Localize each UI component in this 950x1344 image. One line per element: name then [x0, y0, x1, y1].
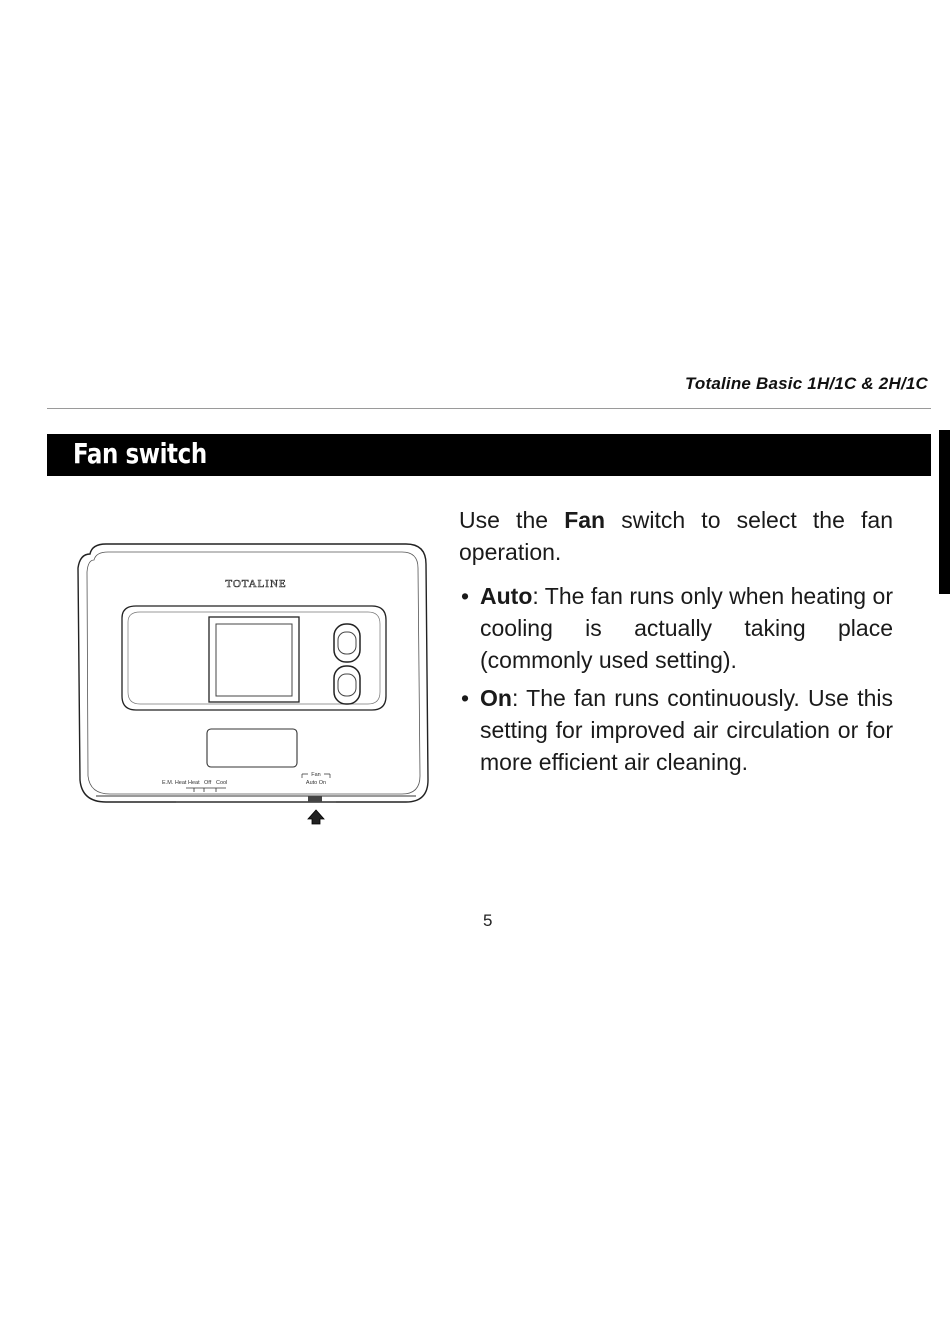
intro-bold-fan: Fan: [564, 507, 606, 533]
brand-logo: TOTALINE: [225, 578, 287, 590]
body-text: [459, 504, 893, 784]
display-panel: [122, 606, 386, 710]
intro-paragraph: [459, 504, 893, 568]
pointer-arrow-icon: [308, 810, 324, 824]
bullet-symbol: •: [461, 685, 470, 711]
system-switch-label-off: Off: [204, 780, 212, 786]
section-banner: [47, 434, 931, 476]
page-number: 5: [483, 911, 493, 930]
intro-text-start: Use the: [459, 507, 565, 533]
header-rule: [47, 408, 931, 409]
thermostat-illustration: [76, 540, 436, 840]
intro-text-end: switch to select the fan operation.: [459, 507, 893, 565]
fan-switch: [308, 796, 322, 802]
bullet-on: [459, 682, 893, 778]
section-title: Fan switch: [73, 437, 207, 470]
fan-switch-positions: Auto On: [305, 780, 327, 786]
bullet-term-auto: Auto: [480, 583, 533, 609]
document-header-title: Totaline Basic 1H/1C & 2H/1C: [684, 374, 928, 393]
bullet-text-auto: : The fan runs only when heating or cooling is actually taking place (commonly used setting).: [480, 583, 893, 673]
fan-switch-label: Fan: [311, 772, 321, 778]
system-switch-label-emheat: E.M. Heat: [162, 780, 187, 786]
bullet-term-on: On: [480, 685, 512, 711]
edge-thumb-tab: [939, 430, 950, 594]
lcd-screen: [209, 617, 299, 702]
system-switch-label-heat: Heat: [188, 780, 200, 786]
system-switch-label-cool: Cool: [216, 780, 228, 786]
label-window: [207, 729, 297, 767]
bullet-symbol: •: [461, 583, 470, 609]
bullet-auto: [459, 580, 893, 676]
bullet-text-on: : The fan runs continuously. Use this setting for improved air circulation or for more efficient air cleaning.: [480, 685, 893, 775]
